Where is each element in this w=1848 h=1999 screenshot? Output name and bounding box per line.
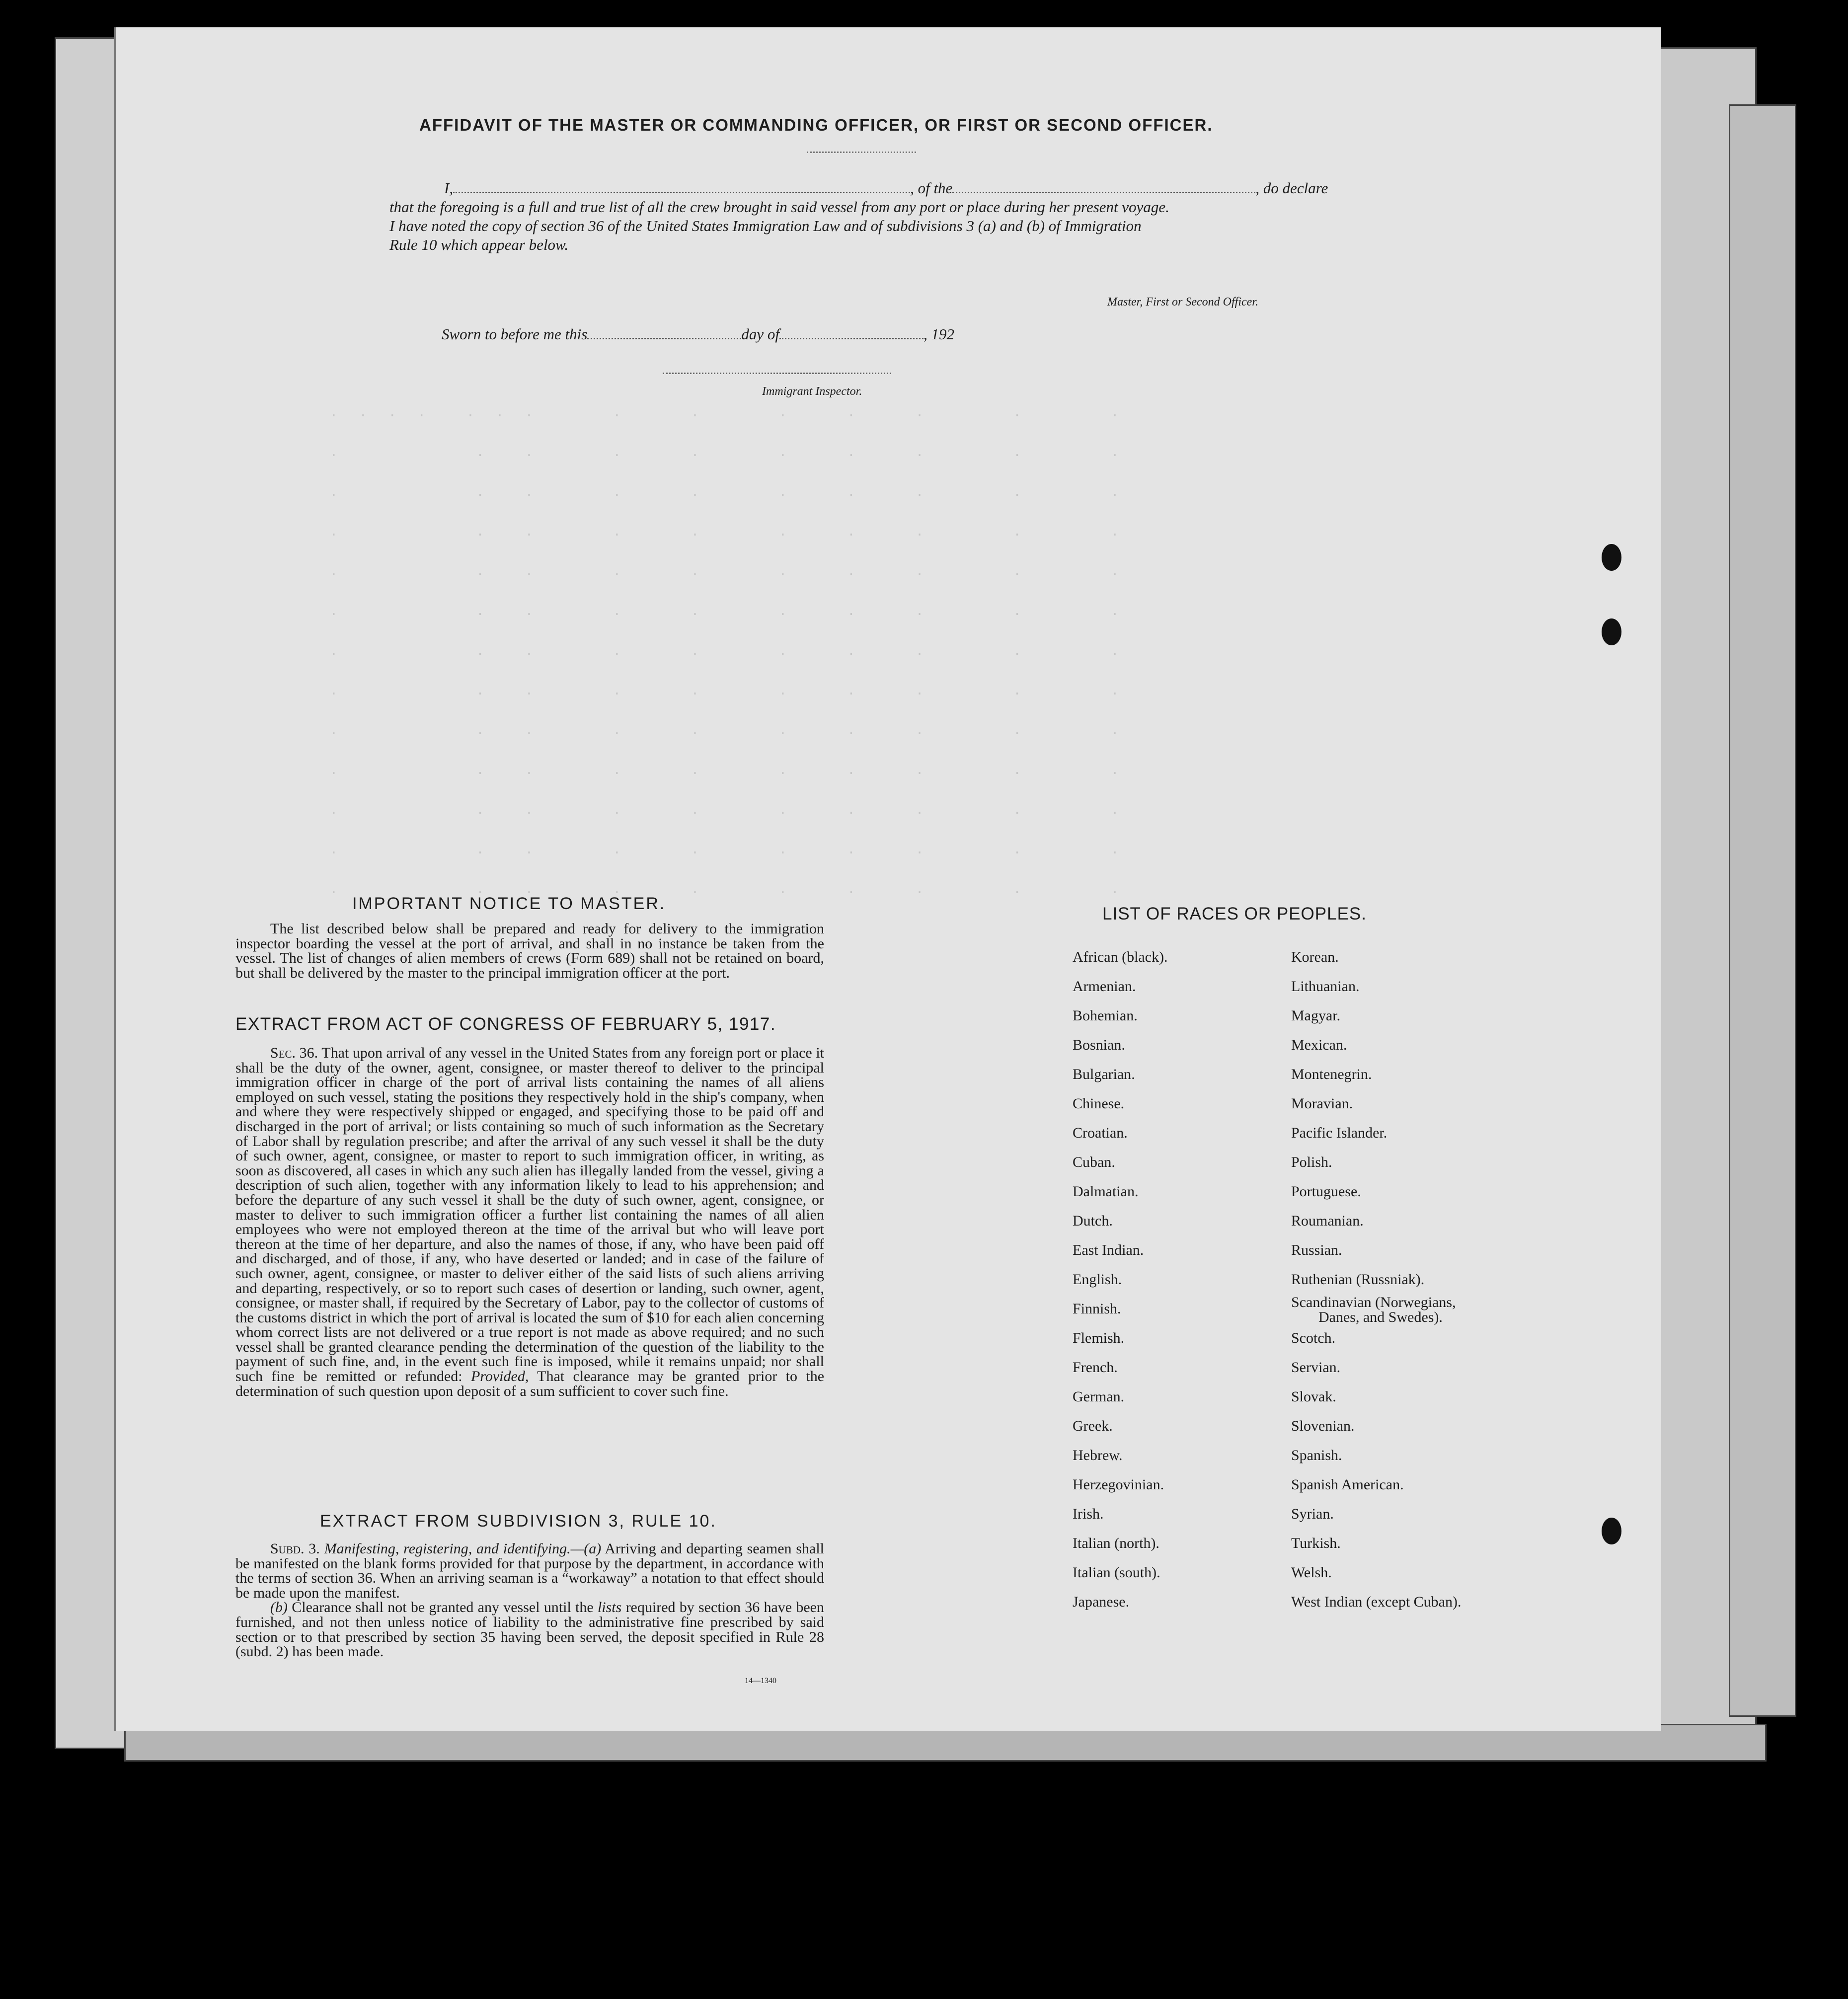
race-item: English. xyxy=(1073,1271,1122,1288)
race-item: Chinese. xyxy=(1073,1095,1125,1112)
vessel-blank[interactable] xyxy=(952,192,1255,193)
race-item: Flemish. xyxy=(1073,1330,1125,1346)
background-sheet-far-right xyxy=(1729,104,1796,1717)
binder-hole xyxy=(1602,1518,1621,1544)
race-item: Syrian. xyxy=(1291,1506,1334,1522)
rule-text: Subd. 3. Manifesting, registering, and identifying.—(a) Arriving and departing seamen shall be manifested on the blank forms provided for that purpose by the department, in accordance with the terms of section 36. When an arriving seaman is a “workaway” a notation to that effect should be made upon the manifest. (b) Clearance shall not be granted any vessel until the lists required by section 36 have been furnished, and not then unless notice of liability to the administrative fine prescribed by said section or to that prescribed by section 35 having been served, the deposit specified in Rule 28 (subd. 2) has been made. xyxy=(235,1540,824,1660)
race-item: Scandinavian (Norwegians, xyxy=(1291,1294,1456,1310)
rule-title: EXTRACT FROM SUBDIVISION 3, RULE 10. xyxy=(320,1512,717,1531)
signature-label: Master, First or Second Officer. xyxy=(1107,296,1258,308)
name-blank[interactable] xyxy=(453,192,910,193)
race-item: Moravian. xyxy=(1291,1095,1353,1112)
affidavit-title: AFFIDAVIT OF THE MASTER OR COMMANDING OFFICER, OR FIRST OR SECOND OFFICER. xyxy=(419,116,1213,134)
affidavit-rule xyxy=(807,152,916,153)
affidavit-declaration xyxy=(389,179,1443,254)
race-item: Magyar. xyxy=(1291,1007,1341,1024)
race-item: Spanish American. xyxy=(1291,1476,1404,1493)
sworn-month-blank[interactable] xyxy=(779,338,924,339)
race-item: Italian (north). xyxy=(1073,1535,1159,1551)
notice-title: IMPORTANT NOTICE TO MASTER. xyxy=(352,894,666,913)
declaration-line-3: I have noted the copy of section 36 of the United States Immigration Law and of subdivisions 3 (a) and (b) of Immigration xyxy=(389,217,1142,234)
declaration-line-1: I, , of the , do declare xyxy=(444,179,1328,197)
race-item: Hebrew. xyxy=(1073,1447,1123,1463)
races-title: LIST OF RACES OR PEOPLES. xyxy=(1102,904,1367,923)
declaration-line-2: that the foregoing is a full and true list of all the crew brought in said vessel from any port or place during her present voyage. xyxy=(389,198,1169,216)
race-item: Slovenian. xyxy=(1291,1418,1355,1434)
race-item: Mexican. xyxy=(1291,1037,1347,1053)
race-item: French. xyxy=(1073,1359,1118,1376)
race-item: Lithuanian. xyxy=(1291,978,1360,995)
race-item: Spanish. xyxy=(1291,1447,1342,1463)
race-item: Cuban. xyxy=(1073,1154,1115,1170)
race-item: Herzegovinian. xyxy=(1073,1476,1164,1493)
race-item: Scotch. xyxy=(1291,1330,1336,1346)
binder-hole xyxy=(1602,544,1621,571)
race-item: Croatian. xyxy=(1073,1125,1128,1141)
act-text: Sec. 36. That upon arrival of any vessel in the United States from any foreign port or place it shall be the duty of the owner, agent, consignee, or master thereof to deliver to the principal immigration officer in charge of the port of arrival lists containing the names of all aliens employed on such vessel, stating the positions they respectively hold in the ship's company, when and where they were respectively shipped or engaged, and specifying those to be paid off and discharged in the port of arrival; or lists containing so much of such information as the Secretary of Labor shall by regulation prescribe; and after the arrival of any such vessel it shall be the duty of such owner, agent, consignee, or master to report to such immigration officer, in writing, as soon as discovered, all cases in which any such alien has illegally landed from the vessel, giving a description of such alien, together with any information likely to lead to his apprehension; and before the departure of any such vessel it shall be the duty of such owner, agent, consignee, or master to deliver to such immigration officer a further list containing the names of all alien employees who were not employed thereon at the time of the arrival but who will leave port thereon at the time of her departure, and also the names of those, if any, who have been paid off and discharged, and of those, if any, who have deserted or landed; and in case of the failure of such owner, agent, consignee, or master to deliver either of the said lists of such aliens arriving and departing, respectively, or so to report such cases of desertion or landing, such owner, agent, consignee, or master shall, if required by the Secretary of Labor, pay to the collector of customs of the customs district in which the port of arrival is located the sum of $10 for each alien concerning whom correct lists are not delivered or a true report is not made as above required; and no such vessel shall be granted clearance pending the determination of the question of the liability to the payment of such fine, and, in the event such fine is imposed, while it remains unpaid; nor shall such fine be remitted or refunded: Provided, That clearance may be granted prior to the determination of such question upon deposit of a sum sufficient to cover such fine. xyxy=(235,1045,825,1399)
race-item: German. xyxy=(1073,1388,1125,1405)
race-item: Korean. xyxy=(1291,949,1339,965)
race-item: Finnish. xyxy=(1073,1301,1121,1317)
race-item: Bosnian. xyxy=(1073,1037,1125,1053)
notice-text: The list described below shall be prepared and ready for delivery to the immigration inspector boarding the vessel at the port of arrival, and shall in no instance be taken from the vessel. The list of changes of alien members of crews (Form 689) shall not be retained on board, but shall be delivered by the master to the principal immigration officer at the port. xyxy=(235,921,824,981)
race-item: Irish. xyxy=(1073,1506,1104,1522)
binder-hole xyxy=(1602,618,1621,645)
inspector-signature-line[interactable] xyxy=(663,373,891,374)
race-item: Polish. xyxy=(1291,1154,1332,1170)
race-item: Slovak. xyxy=(1291,1388,1336,1405)
race-item: African (black). xyxy=(1073,949,1168,965)
race-item: Russian. xyxy=(1291,1242,1342,1258)
race-item: Bohemian. xyxy=(1073,1007,1138,1024)
race-item: East Indian. xyxy=(1073,1242,1144,1258)
race-item: Armenian. xyxy=(1073,978,1136,995)
race-item: Welsh. xyxy=(1291,1564,1332,1581)
inspector-label: Immigrant Inspector. xyxy=(762,385,862,398)
form-number: 14—1340 xyxy=(745,1677,776,1685)
race-item: Montenegrin. xyxy=(1291,1066,1372,1082)
race-item: Japanese. xyxy=(1073,1594,1130,1610)
declaration-line-4: Rule 10 which appear below. xyxy=(389,236,569,253)
race-item: Bulgarian. xyxy=(1073,1066,1135,1082)
race-item: Dutch. xyxy=(1073,1213,1113,1229)
race-item: Italian (south). xyxy=(1073,1564,1160,1581)
race-item: Danes, and Swedes). xyxy=(1318,1309,1443,1325)
race-item: Dalmatian. xyxy=(1073,1183,1139,1200)
sworn-day-blank[interactable] xyxy=(587,338,741,339)
race-item: Ruthenian (Russniak). xyxy=(1291,1271,1425,1288)
act-title: EXTRACT FROM ACT OF CONGRESS OF FEBRUARY 5, 1917. xyxy=(235,1014,776,1034)
race-item: Servian. xyxy=(1291,1359,1341,1376)
sworn-line: Sworn to before me this day of , 192 xyxy=(442,325,954,343)
race-item: Turkish. xyxy=(1291,1535,1341,1551)
race-item: Pacific Islander. xyxy=(1291,1125,1387,1141)
manifest-page: . . . . . . . . . . . . . . . . . . . . . . . . . . . . . . . . . . . . . . . . . . . . . . . . . . . . . . . . . . . . . . . . . . . . . . . . . . . . . . . . . . . . . . . . . . . . . . . . . . . . . . . . . . . . . . . . . . . . . . . . . . . . . . . . . . . . . . AFFIDAVIT OF THE MASTER OR COMMANDING OFFICER, OR FIRST OR SECOND OFFICER. I, , of the , do declare that the foregoing is a full and true list of all the crew brought in said vessel from any port or place during her present voyage. I have noted the copy of section 36 of the United States Immigration Law and of subdivisions 3 (a) and (b) of Immigration Rule 10 which appear below. Master, First or Second Officer. Sworn to before me this day of , 192 Immigrant Inspector. IMPORTANT NOTICE TO MASTER. The list described below shall be prepared and ready for delivery to the immigration inspector boarding the vessel at the port of arrival, and shall in no instance be taken from the vessel. The list of changes of alien members of crews (Form 689) shall not be retained on board, but shall be delivered by the master to the principal immigration officer at the port. EXTRACT FROM ACT OF CONGRESS OF FEBRUARY 5, 1917. Sec. 36. That upon arrival of any vessel in the United States from any foreign port or place it shall be the duty of the owner, agent, consignee, or master thereof to deliver to the principal immigration officer in charge of the port of arrival lists containing the names of all aliens employed on such vessel, stating the positions they respectively hold in the ship's company, when and where they were respectively shipped or engaged, and specifying those to be paid off and discharged in the port of arrival; or lists containing so much of such information as the Secretary of Labor shall by regulation prescribe; and after the arrival of any such vessel it shall be the duty of such owner, agent, consignee, or master to report to such immigration officer, in writing, as soon as discovered, all cases in which any such alien has illegally landed from the vessel, giving a description of such alien, together with any information likely to lead to his apprehension; and before the departure of any such vessel it shall be the duty of such owner, agent, consignee, or master to deliver to such immigration officer a further list containing the names of all alien employees who were not employed thereon at the time of the arrival but who will leave port thereon at the time of her departure, and also the names of those, if any, who have been paid off and discharged, and of those, if any, who have deserted or landed; and in case of the failure of such owner, agent, consignee, or master to deliver either of the said lists of such aliens arriving and departing, respectively, or so to report such cases of desertion or landing, such owner, agent, consignee, or master shall, if required by the Secretary of Labor, pay to the collector of customs of the customs district in which the port of arrival is located the sum of $10 for each alien concerning whom correct lists are not delivered or a true report is not made as above required; and no such vessel shall be granted clearance pending the determination of the question of the liability to the payment of such fine, and, in the event such fine is imposed, while it remains unpaid; nor shall such fine be remitted or refunded: Provided, That clearance may be granted prior to the determination of such question upon deposit of a sum sufficient to cover such fine. EXTRACT FROM SUBDIVISION 3, RULE 10. Subd. 3. Manifesting, registering, and identifying.—(a) Arriving and departing seamen shall be manifested on the blank forms provided for that purpose by the department, in accordance with the terms of section 36. When an arriving seaman is a “workaway” a notation to that effect should be made upon the manifest. (b) Clearance shall not be granted any vessel until the lists required by section 36 have been furnished, and not then unless notice of liability to the administrative fine prescribed by said section or to that prescribed by section 35 having been served, the deposit specified in Rule 28 (subd. 2) has been made. 14—1340 LIST OF RACES OR PEOPLES. African (black). Armenian. Bohemian. Bosnian. Bulgarian. Chinese. Croatian. Cuban. Dalmatian. Dutch. East Indian. English. Finnish. Flemish. French. German. Greek. Hebrew. Herzegovinian. Irish. Italian (north). Italian (south). Japanese. Korean. Lithuanian. Magyar. Mexican. Montenegrin. Moravian. Pacific Islander. Polish. Portuguese. Roumanian. Russian. Ruthenian (Russniak). Scandinavian (Norwegians, Danes, and Swedes). Scotch. Servian. Slovak. Slovenian. Spanish. Spanish American. Syrian. Turkish. Welsh. West Indian (except Cuban). xyxy=(114,27,1661,1731)
race-item: Roumanian. xyxy=(1291,1213,1364,1229)
race-item: West Indian (except Cuban). xyxy=(1291,1594,1462,1610)
race-item: Greek. xyxy=(1073,1418,1113,1434)
race-item: Portuguese. xyxy=(1291,1183,1361,1200)
